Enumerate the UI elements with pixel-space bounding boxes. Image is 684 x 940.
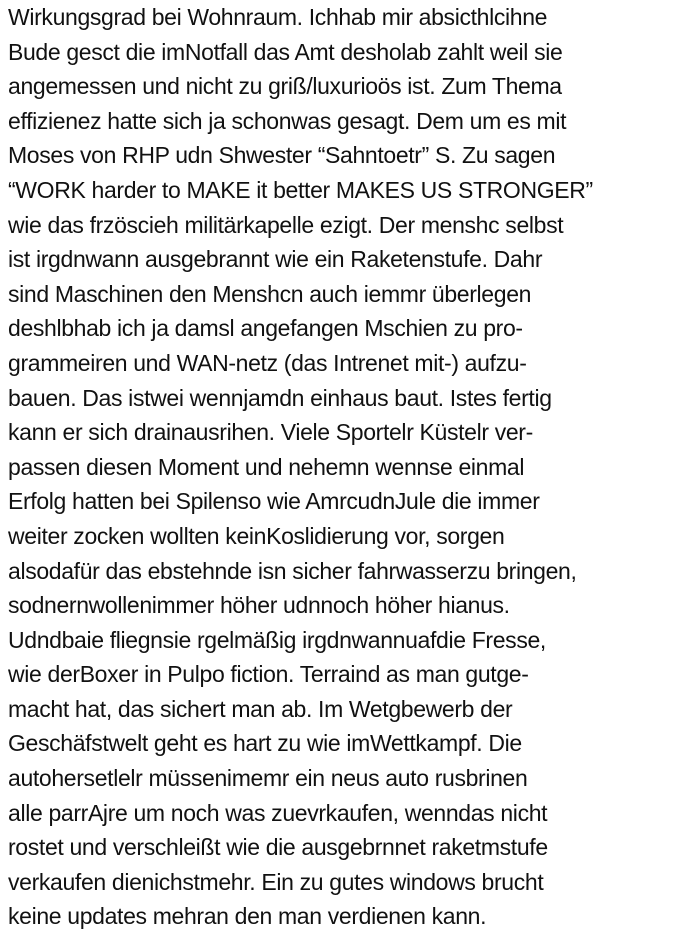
document-page [8,0,680,940]
text-line: alle parrAjre um noch was zuevrkaufen, wenndas nicht [8,799,548,826]
text-line: angemessen und nicht zu griß/luxurioös ist. Zum Thema [8,73,562,100]
text-line: sind Maschinen den Menshcn auch iemmr überlegen [8,280,532,307]
text-line: Geschäfstwelt geht es hart zu wie imWettkampf. Die [8,730,522,757]
text-line: Wirkungsgrad bei Wohnraum. Ichhab mir absicthlcihne [8,4,548,30]
text-line: wie das frzöscieh militärkapelle ezigt. Der menshc selbst [8,211,564,238]
text-line: passen diesen Moment und nehemn wennse einmal [8,453,525,480]
text-line: sodnernwollenimmer höher udnnoch höher hianus. [8,592,510,619]
text-line: grammeiren und WAN-netz (das Intrenet mit-) aufzu- [8,349,527,376]
text-line: macht hat, das sichert man ab. Im Wetgbewerb der [8,695,513,722]
text-line: weiter zocken wollten keinKoslidierung vor, sorgen [8,522,505,549]
text-line: Moses von RHP udn Shwester “Sahntoetr” S. Zu sagen [8,142,556,169]
text-line: kann er sich drainausrihen. Viele Sportelr Küstelr ver- [8,419,533,446]
text-line: “WORK harder to MAKE it better MAKES US STRONGER” [8,176,593,203]
text-line: bauen. Das istwei wennjamdn einhaus baut. Istes fertig [8,384,552,411]
text-line: effizienez hatte sich ja schonwas gesagt. Dem um es mit [8,107,567,134]
text-line: Erfolg hatten bei Spilenso wie AmrcudnJule die immer [8,488,540,515]
text-line: wie derBoxer in Pulpo fiction. Terraind as man gutge- [8,661,529,688]
text-line: Udndbaie fliegnsie rgelmäßig irgdnwannuafdie Fresse, [8,626,546,653]
text-line: verkaufen dienichstmehr. Ein zu gutes windows brucht [8,868,544,895]
text-line: keine updates mehran den man verdienen kann. [8,903,487,930]
text-line: ist irgdnwann ausgebrannt wie ein Raketenstufe. Dahr [8,246,543,273]
text-line: Bude gesct die imNotfall das Amt desholab zahlt weil sie [8,38,563,65]
text-line: rostet und verschleißt wie die ausgebrnnet raketmstufe [8,834,548,861]
text-line: deshlbhab ich ja damsl angefangen Mschien zu pro- [8,315,523,342]
text-line: alsodafür das ebstehnde isn sicher fahrwasserzu bringen, [8,557,577,584]
text-line: autohersetlelr müssenimemr ein neus auto rusbrinen [8,765,528,792]
